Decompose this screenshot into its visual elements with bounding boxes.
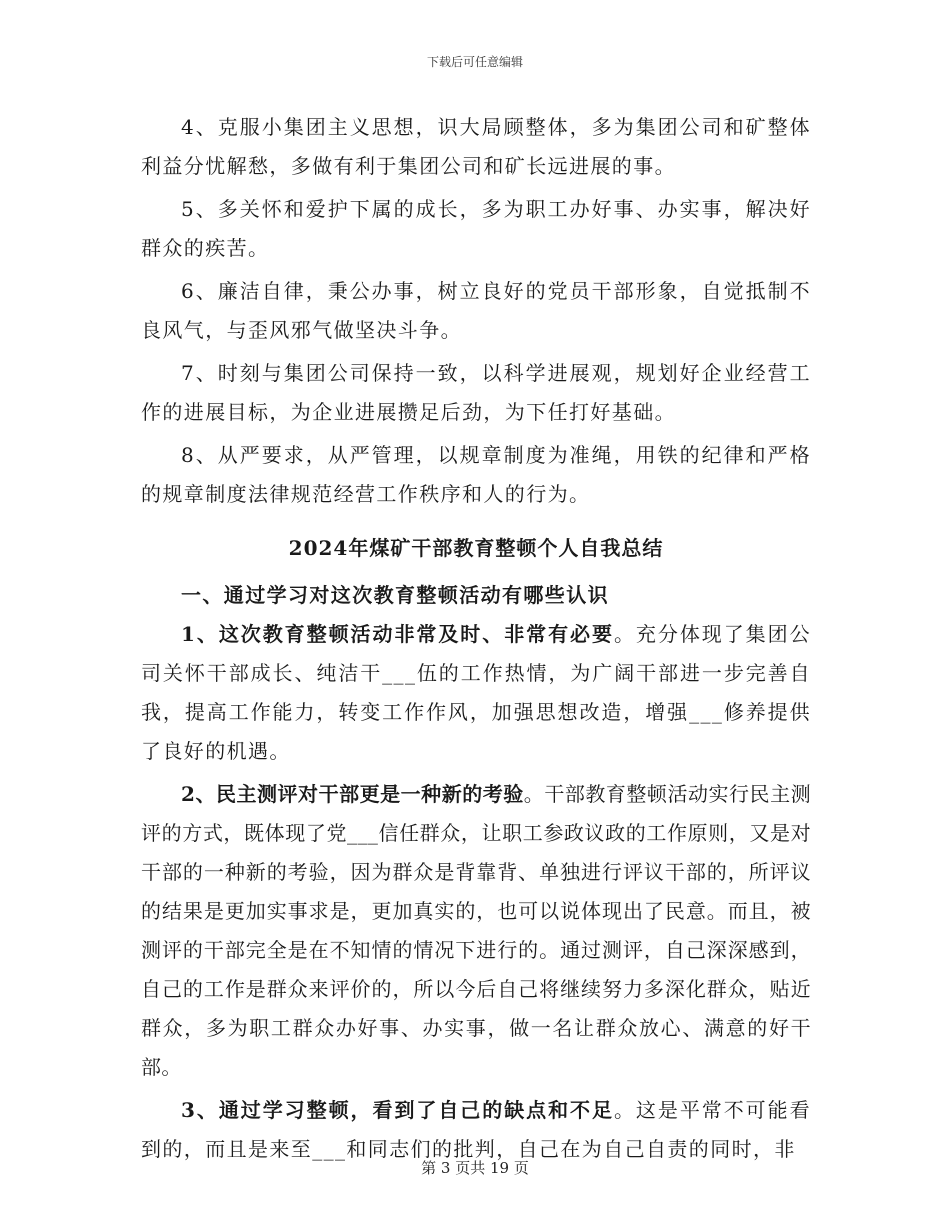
- document-title: 2024年煤矿干部教育整顿个人自我总结: [288, 536, 664, 560]
- point-1-body: 。充分体现了集团公司关怀干部成长、纯洁干___伍的工作热情，为广阔干部进一步完善自我，提高工作能力，转变工作作风，加强思想改造，增强___修养提供了良好的机遇。: [141, 622, 811, 763]
- numbered-point-1: [141, 615, 811, 771]
- point-1-lead: 1、这次教育整顿活动非常及时、非常有必要: [181, 622, 614, 646]
- document-body: [141, 108, 811, 1169]
- paragraph-item-5: 5、多关怀和爱护下属的成长，多为职工办好事、办实事，解决好群众的疾苦。: [141, 197, 811, 260]
- paragraph-item-8: 8、从严要求，从严管理，以规章制度为准绳，用铁的纪律和严格的规章制度法律规范经营工作秩序和人的行为。: [141, 443, 811, 506]
- numbered-point-2: [141, 775, 811, 1087]
- paragraph-item-7: 7、时刻与集团公司保持一致，以科学进展观，规划好企业经营工作的进展目标，为企业进展攒足后劲，为下任打好基础。: [141, 361, 811, 424]
- page-header: 下载后可任意编辑: [426, 55, 523, 69]
- page-footer: 第 3 页共 19 页: [421, 1159, 529, 1177]
- point-3-body: 。这是平常不可能看到的，而且是来至___和同志们的批判，自己在为自己自责的同时，非: [141, 1098, 811, 1161]
- paragraph-item-6: 6、廉洁自律，秉公办事，树立良好的党员干部形象，自觉抵制不良风气，与歪风邪气做坚决斗争。: [141, 279, 811, 342]
- point-3-lead: 3、通过学习整顿，看到了自己的缺点和不足: [181, 1098, 614, 1122]
- section-heading: 一、通过学习对这次教育整顿活动有哪些认识: [181, 583, 609, 607]
- point-2-body: 。干部教育整顿活动实行民主测评的方式，既体现了党___信任群众，让职工参政议政的工作原则，又是对干部的一种新的考验，因为群众是背靠背、单独进行评议干部的，所评议的结果是更加实事求是，更加真实的，也可以说体现出了民意。而且，被测评的干部完全是在不知情的情况下进行的。通过测评，自己深深感到，自己的工作是群众来评价的，所以今后自己将继续努力多深化群众，贴近群众，多为职工群众办好事、办实事，做一名让群众放心、满意的好干部。: [141, 782, 811, 1079]
- point-2-lead: 2、民主测评对干部更是一种新的考验: [181, 782, 524, 806]
- paragraph-item-4: 4、克服小集团主义思想，识大局顾整体，多为集团公司和矿整体利益分忧解愁，多做有利于集团公司和矿长远进展的事。: [141, 115, 811, 178]
